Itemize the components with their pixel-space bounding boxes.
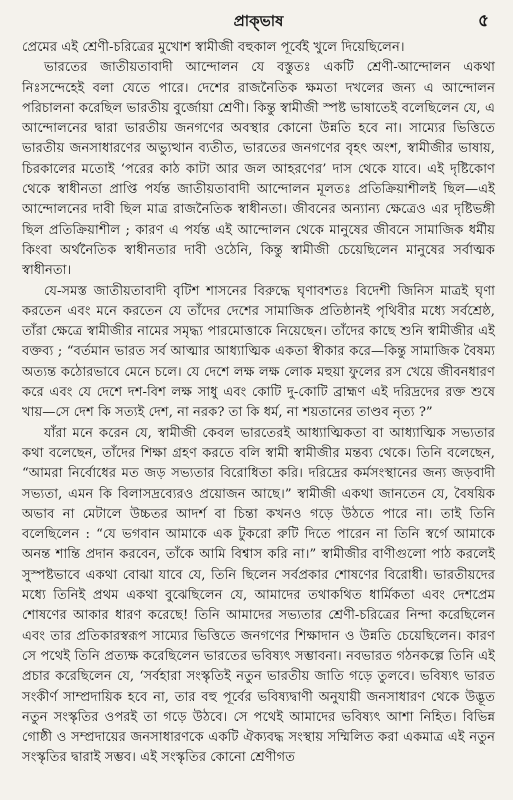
paragraph: ভারতের জাতীয়তাবাদী আন্দোলন যে বস্তুতঃ একটি শ্রেণী-আন্দোলন একথা নিঃসন্দেহেই বলা যেতে পারে। দেশের রাজনৈতিক ক্ষমতা দখলের জন্য এ আন্দোলন পরিচালনা করেছিল ভারতীয় বুর্জোয়া শ্রেণী। কিন্তু স্বামীজী স্পষ্ট ভাষাতেই বলেছিলেন যে, এ আন্দোলনের দ্বারা ভারতীয় জনগণের অবস্থার কোনো উন্নতি হবে না। সাম্যের ভিত্তিতে ভারতীয় জনসাধারণের অভ্যুত্থান ব্যতীত, ভারতের জনগণের বৃহৎ অংশ, স্বামীজীর ভাষায়, চিরকালের মতোই ‘পরের কাঠ কাটা আর জল আহরণের’ দাস থেকে যাবে। এই দৃষ্টিকোণ থেকে স্বাধীনতা প্রাপ্তি পর্যন্ত জাতীয়তাবাদী আন্দোলন মূলতঃ প্রতিক্রিয়াশীলই ছিল—এই আন্দোলনের দাবী ছিল মাত্র রাজনৈতিক স্বাধীনতা। জীবনের অন্যান্য ক্ষেত্রেও এর দৃষ্টিভঙ্গী ছিল প্রতিক্রিয়াশীল ; কারণ এ পর্যন্ত এই আন্দোলন থেকে মানুষের জীবনে সামাজিক ধর্মীয় কিংবা অর্থনৈতিক স্বাধীনতার দাবী ওঠেনি, কিন্তু স্বামীজী চেয়েছিলেন মানুষের সর্বাত্মক স্বাধীনতা। [22, 60, 495, 279]
paragraph: যে-সমস্ত জাতীয়তাবাদী বৃটিশ শাসনের বিরুদ্ধে ঘৃণাবশতঃ বিদেশী জিনিস মাত্রই ঘৃণা করতেন এবং মনে করতেন যে তাঁদের দেশের সামাজিক প্রতিষ্ঠানই পৃথিবীর মধ্যে সর্বশ্রেষ্ঠ, তাঁরা ক্ষেত্রে স্বামীজীর নামের সমৃদ্ধ্য পারমোত্তাকে নিয়েছেন। তাঁদের কাছে শুনি স্বামীজীর এই বক্তব্য ; “বর্তমান ভারত সর্ব আত্মার আধ্যাত্মিক একতা স্বীকার করে—কিন্তু সামাজিক বৈষম্য অত্যন্ত কঠোরভাবে মেনে চলে। যে দেশে লক্ষ লক্ষ লোক মহুয়া ফুলের রস খেয়ে জীবনধারণ করে এবং যে দেশে দশ-বিশ লক্ষ সাধু এবং কোটি দু-কোটি ব্রাহ্মণ এই দরিদ্রদের রক্ত শুষে খায়—সে দেশ কি সত্যই দেশ, না নরক? তা কি ধর্ম, না শয়তানের তাণ্ডব নৃত্য ?” [22, 283, 495, 421]
body-text [22, 38, 495, 769]
running-title: প্রাক্‌ভাষ [233, 12, 284, 30]
page-number: ৫ [477, 11, 489, 31]
paragraph: যাঁরা মনে করেন যে, স্বামীজী কেবল ভারতেরই আধ্যাত্মিকতা বা আধ্যাত্মিক সভ্যতার কথা বলেছেন, তাঁদের শিক্ষা গ্রহণ করতে বলি স্বামী স্বামীজীর মন্তব্য থেকে। তিনি বলেছেন, “আমরা নির্বোধের মত জড় সভ্যতার বিরোধিতা করি। দরিদ্রের কর্মসংস্থানের জন্য জড়বাদী সভ্যতা, এমন কি বিলাসদ্রব্যেরও প্রয়োজন আছে।” স্বামীজী একথা জানতেন যে, বৈষয়িক অভাব না মেটালে উচ্চতর আদর্শ বা চিন্তা কখনও গড়ে উঠতে পারে না। তাই তিনি বলেছিলেন : “যে ভগবান আমাকে এক টুকরো রুটি দিতে পারেন না তিনি স্বর্গে আমাকে অনন্ত শান্তি প্রদান করবেন, তাঁকে আমি বিশ্বাস করি না।” স্বামীজীর বাণীগুলো পাঠ করলেই সুস্পষ্টভাবে একথা বোঝা যাবে যে, তিনি ছিলেন সর্বপ্রকার শোষণের বিরোধী। ভারতীয়দের মধ্যে তিনিই প্রথম একথা বুঝেছিলেন যে, আমাদের তথাকথিত ধার্মিকতা এবং দেশপ্রেম শোষণের আকার ধারণ করেছে! তিনি আমাদের সভ্যতার শ্রেণী-চরিত্রের নিন্দা করেছিলেন এবং তার প্রতিকারস্বরূপ সাম্যের ভিত্তিতে জনগণের শিক্ষাদান ও উন্নতি চেয়েছিলেন। কারণ সে পথেই তিনি প্রত্যক্ষ করেছিলেন ভারতের ভবিষ্যৎ সম্ভাবনা। নবভারত গঠনকল্পে তিনি এই প্রচার করেছিলেন যে, ‘সর্বহারা সংস্কৃতিই নতুন ভারতীয় জাতি গড়ে তুলবে। ভবিষ্যৎ ভারত সংকীর্ণ সাম্প্রদায়িক হবে না, তার বহু পূর্বের ভবিষ্যদ্বাণী অনুযায়ী জনসাধারণ থেকে উদ্ভূত নতুন সংস্কৃতির ওপরই তা গড়ে উঠবে। সে পথেই আমাদের ভবিষ্যৎ আশা নিহিত। বিভিন্ন গোষ্ঠী ও সম্প্রদায়ের জনসাধারণকে একটি ঐক্যবদ্ধ সংস্থায় সম্মিলিত করা একমাত্র এই নতুন সংস্কৃতির দ্বারাই সম্ভব। এই সংস্কৃতির কোনো শ্রেণীগত [22, 425, 495, 766]
paragraph: প্রেমের এই শ্রেণী-চরিত্রের মুখোশ স্বামীজী বহুকাল পূর্বেই খুলে দিয়েছিলেন। [22, 40, 405, 55]
page-header [22, 10, 495, 38]
